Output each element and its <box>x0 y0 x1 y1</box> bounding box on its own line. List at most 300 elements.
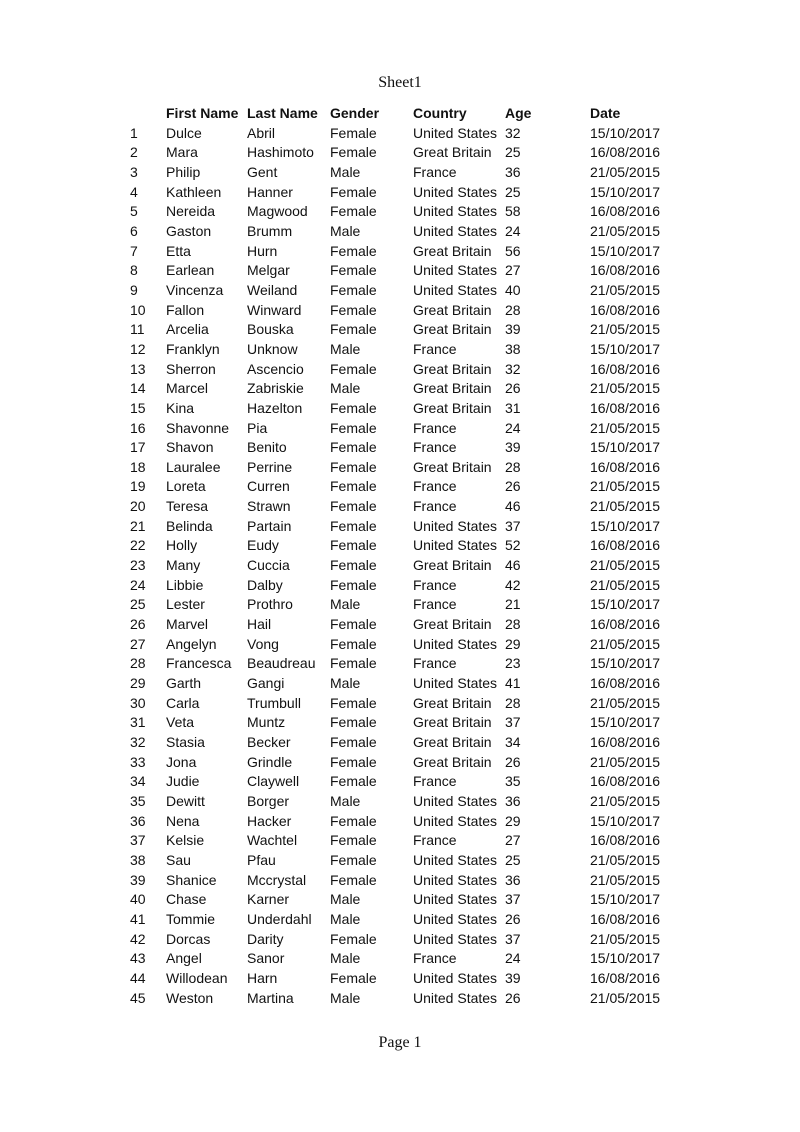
row-number: 28 <box>130 655 146 672</box>
cell-country: United States <box>413 281 498 298</box>
cell-first-name: Libbie <box>166 576 204 593</box>
cell-gender: Female <box>330 871 377 888</box>
cell-first-name: Belinda <box>166 517 213 534</box>
cell-first-name: Nena <box>166 812 200 829</box>
row-number: 45 <box>130 989 146 1006</box>
cell-date: 16/08/2016 <box>590 734 661 750</box>
cell-gender: Female <box>330 242 377 259</box>
cell-date: 15/10/2017 <box>590 242 661 259</box>
cell-age: 25 <box>505 183 521 200</box>
row-number: 20 <box>130 498 146 515</box>
table-row <box>130 772 678 792</box>
table-row <box>130 694 678 714</box>
row-number: 30 <box>130 694 146 711</box>
cell-age: 36 <box>505 163 521 180</box>
cell-date: 16/08/2016 <box>590 910 661 927</box>
cell-gender: Female <box>330 655 377 672</box>
row-number: 40 <box>130 891 146 908</box>
row-number: 21 <box>130 517 146 534</box>
cell-first-name: Fallon <box>166 301 205 318</box>
table-row <box>130 831 678 851</box>
cell-first-name: Carla <box>166 694 200 711</box>
cell-date: 16/08/2016 <box>590 360 661 377</box>
cell-country: Great Britain <box>413 321 492 338</box>
cell-last-name: Underdahl <box>247 910 312 927</box>
cell-last-name: Muntz <box>247 714 286 731</box>
table-row <box>130 261 678 281</box>
cell-country: Great Britain <box>413 360 492 377</box>
cell-country: Great Britain <box>413 694 492 711</box>
col-header-row-number <box>130 104 166 124</box>
cell-first-name: Loreta <box>166 478 206 495</box>
cell-age: 24 <box>505 222 521 239</box>
cell-gender: Male <box>330 380 361 397</box>
cell-date: 21/05/2015 <box>590 419 661 436</box>
cell-country: United States <box>413 910 498 927</box>
table-row <box>130 497 678 517</box>
cell-date: 21/05/2015 <box>590 380 661 397</box>
cell-date: 16/08/2016 <box>590 537 661 554</box>
cell-gender: Female <box>330 321 377 338</box>
cell-gender: Male <box>330 910 361 927</box>
cell-last-name: Karner <box>247 891 290 908</box>
cell-date: 21/05/2015 <box>590 871 661 888</box>
cell-age: 28 <box>505 458 521 475</box>
cell-age: 46 <box>505 557 521 574</box>
cell-first-name: Dulce <box>166 124 202 141</box>
cell-country: United States <box>413 989 498 1006</box>
table-row <box>130 890 678 910</box>
table-row <box>130 595 678 615</box>
cell-date: 15/10/2017 <box>590 812 661 829</box>
table-row <box>130 517 678 537</box>
cell-age: 36 <box>505 792 521 809</box>
cell-first-name: Earlean <box>166 262 215 279</box>
cell-date: 16/08/2016 <box>590 969 661 986</box>
cell-last-name: Darity <box>247 930 284 947</box>
cell-gender: Female <box>330 262 377 279</box>
row-number: 25 <box>130 596 146 613</box>
cell-last-name: Melgar <box>247 262 290 279</box>
cell-first-name: Judie <box>166 773 200 790</box>
row-number: 32 <box>130 734 146 750</box>
cell-last-name: Beaudreau <box>247 655 316 672</box>
row-number: 24 <box>130 576 146 593</box>
row-number: 14 <box>130 380 146 397</box>
table-row <box>130 733 678 753</box>
cell-first-name: Philip <box>166 163 201 180</box>
cell-country: France <box>413 950 457 967</box>
cell-gender: Male <box>330 222 361 239</box>
cell-country: United States <box>413 124 498 141</box>
table-row <box>130 320 678 340</box>
table-row <box>130 713 678 733</box>
cell-country: France <box>413 478 457 495</box>
cell-last-name: Hanner <box>247 183 293 200</box>
cell-age: 40 <box>505 281 521 298</box>
table-row <box>130 654 678 674</box>
table-row <box>130 163 678 183</box>
cell-gender: Female <box>330 635 377 652</box>
cell-last-name: Wachtel <box>247 832 298 849</box>
row-number: 3 <box>130 163 138 180</box>
cell-age: 46 <box>505 498 521 515</box>
cell-age: 39 <box>505 321 521 338</box>
row-number: 2 <box>130 144 138 161</box>
cell-date: 15/10/2017 <box>590 596 661 613</box>
cell-country: United States <box>413 792 498 809</box>
table-row <box>130 143 678 163</box>
row-number: 31 <box>130 714 146 731</box>
cell-gender: Female <box>330 183 377 200</box>
cell-age: 27 <box>505 832 521 849</box>
table-row <box>130 635 678 655</box>
table-row <box>130 753 678 773</box>
row-number: 33 <box>130 753 146 770</box>
cell-country: France <box>413 419 457 436</box>
cell-age: 23 <box>505 655 521 672</box>
cell-age: 39 <box>505 969 521 986</box>
cell-country: United States <box>413 871 498 888</box>
cell-last-name: Grindle <box>247 753 293 770</box>
cell-age: 29 <box>505 635 521 652</box>
cell-country: United States <box>413 203 498 220</box>
cell-last-name: Winward <box>247 301 302 318</box>
cell-age: 56 <box>505 242 521 259</box>
cell-gender: Female <box>330 930 377 947</box>
table-row <box>130 202 678 222</box>
cell-age: 32 <box>505 124 521 141</box>
cell-age: 26 <box>505 989 521 1006</box>
cell-age: 29 <box>505 812 521 829</box>
cell-last-name: Partain <box>247 517 292 534</box>
cell-first-name: Sherron <box>166 360 216 377</box>
cell-gender: Female <box>330 616 377 633</box>
row-number: 37 <box>130 832 146 849</box>
col-header-first-name: First Name <box>166 105 239 121</box>
cell-first-name: Angel <box>166 950 202 967</box>
cell-last-name: Trumbull <box>247 694 301 711</box>
cell-first-name: Kathleen <box>166 183 222 200</box>
cell-last-name: Borger <box>247 792 290 809</box>
cell-age: 26 <box>505 380 521 397</box>
cell-date: 21/05/2015 <box>590 635 661 652</box>
cell-last-name: Prothro <box>247 596 293 613</box>
row-number: 12 <box>130 340 146 357</box>
cell-date: 21/05/2015 <box>590 792 661 809</box>
cell-gender: Female <box>330 399 377 416</box>
cell-last-name: Hurn <box>247 242 278 259</box>
cell-first-name: Francesca <box>166 655 232 672</box>
row-number: 13 <box>130 360 146 377</box>
cell-date: 16/08/2016 <box>590 144 661 161</box>
cell-first-name: Kelsie <box>166 832 205 849</box>
col-header-last-name: Last Name <box>247 105 318 121</box>
cell-gender: Female <box>330 203 377 220</box>
cell-age: 28 <box>505 694 521 711</box>
table-row <box>130 477 678 497</box>
cell-date: 21/05/2015 <box>590 557 661 574</box>
cell-date: 16/08/2016 <box>590 832 661 849</box>
table-row <box>130 930 678 950</box>
table-row <box>130 871 678 891</box>
cell-country: United States <box>413 675 498 692</box>
cell-date: 21/05/2015 <box>590 498 661 515</box>
cell-first-name: Dewitt <box>166 792 205 809</box>
cell-country: Great Britain <box>413 144 492 161</box>
row-number: 29 <box>130 675 146 692</box>
cell-age: 24 <box>505 419 521 436</box>
table-row <box>130 281 678 301</box>
row-number: 39 <box>130 871 146 888</box>
cell-first-name: Etta <box>166 242 191 259</box>
cell-country: Great Britain <box>413 399 492 416</box>
cell-first-name: Garth <box>166 675 202 692</box>
cell-gender: Female <box>330 576 377 593</box>
cell-last-name: Curren <box>247 478 290 495</box>
cell-gender: Male <box>330 891 361 908</box>
table-row <box>130 183 678 203</box>
table-row <box>130 812 678 832</box>
cell-date: 16/08/2016 <box>590 675 661 692</box>
cell-age: 32 <box>505 360 521 377</box>
cell-age: 25 <box>505 851 521 868</box>
cell-gender: Female <box>330 851 377 868</box>
cell-gender: Female <box>330 360 377 377</box>
cell-first-name: Marcel <box>166 380 209 397</box>
row-number: 17 <box>130 439 146 456</box>
cell-gender: Female <box>330 969 377 986</box>
cell-last-name: Magwood <box>247 203 308 220</box>
cell-date: 16/08/2016 <box>590 262 661 279</box>
cell-country: Great Britain <box>413 734 492 750</box>
cell-gender: Female <box>330 144 377 161</box>
cell-gender: Female <box>330 124 377 141</box>
cell-date: 21/05/2015 <box>590 930 661 947</box>
row-number: 22 <box>130 537 146 554</box>
cell-date: 15/10/2017 <box>590 124 661 141</box>
cell-country: Great Britain <box>413 616 492 633</box>
cell-date: 21/05/2015 <box>590 478 661 495</box>
cell-country: Great Britain <box>413 380 492 397</box>
cell-first-name: Franklyn <box>166 340 220 357</box>
cell-date: 21/05/2015 <box>590 694 661 711</box>
cell-country: France <box>413 773 457 790</box>
cell-last-name: Strawn <box>247 498 291 515</box>
cell-last-name: Mccrystal <box>247 871 307 888</box>
row-number: 10 <box>130 301 146 318</box>
cell-gender: Male <box>330 675 361 692</box>
cell-last-name: Hacker <box>247 812 292 829</box>
cell-gender: Female <box>330 458 377 475</box>
cell-age: 37 <box>505 517 521 534</box>
cell-country: Great Britain <box>413 458 492 475</box>
cell-first-name: Holly <box>166 537 198 554</box>
cell-last-name: Hashimoto <box>247 144 314 161</box>
cell-last-name: Cuccia <box>247 557 290 574</box>
cell-last-name: Pia <box>247 419 268 436</box>
cell-age: 24 <box>505 950 521 967</box>
cell-last-name: Benito <box>247 439 287 456</box>
cell-last-name: Zabriskie <box>247 380 304 397</box>
cell-date: 15/10/2017 <box>590 439 661 456</box>
row-number: 11 <box>130 321 145 338</box>
table-row <box>130 949 678 969</box>
table-row <box>130 576 678 596</box>
col-header-date: Date <box>590 105 621 121</box>
table-row <box>130 222 678 242</box>
table-row <box>130 360 678 380</box>
cell-date: 15/10/2017 <box>590 655 661 672</box>
cell-last-name: Weiland <box>247 281 298 298</box>
cell-age: 35 <box>505 773 521 790</box>
row-number: 26 <box>130 616 146 633</box>
cell-first-name: Nereida <box>166 203 216 220</box>
cell-country: United States <box>413 635 498 652</box>
cell-age: 38 <box>505 340 521 357</box>
table-row <box>130 536 678 556</box>
row-number: 9 <box>130 281 138 298</box>
cell-last-name: Sanor <box>247 950 285 967</box>
row-number: 27 <box>130 635 146 652</box>
cell-date: 15/10/2017 <box>590 517 661 534</box>
cell-age: 27 <box>505 262 521 279</box>
row-number: 1 <box>130 124 138 141</box>
cell-gender: Female <box>330 537 377 554</box>
cell-gender: Female <box>330 301 377 318</box>
cell-first-name: Chase <box>166 891 207 908</box>
cell-age: 28 <box>505 301 521 318</box>
table-row <box>130 379 678 399</box>
cell-date: 15/10/2017 <box>590 714 661 731</box>
cell-country: Great Britain <box>413 714 492 731</box>
cell-country: United States <box>413 969 498 986</box>
cell-age: 26 <box>505 753 521 770</box>
cell-gender: Male <box>330 989 361 1006</box>
cell-first-name: Jona <box>166 753 197 770</box>
cell-gender: Female <box>330 734 377 750</box>
cell-age: 25 <box>505 144 521 161</box>
cell-gender: Female <box>330 714 377 731</box>
col-header-country: Country <box>413 105 467 121</box>
cell-country: United States <box>413 262 498 279</box>
sheet-title: Sheet1 <box>378 74 422 91</box>
cell-first-name: Arcelia <box>166 321 209 338</box>
cell-date: 16/08/2016 <box>590 399 661 416</box>
row-number: 15 <box>130 399 146 416</box>
cell-date: 21/05/2015 <box>590 851 661 868</box>
cell-age: 58 <box>505 203 521 220</box>
cell-country: France <box>413 498 457 515</box>
cell-date: 15/10/2017 <box>590 340 661 357</box>
cell-gender: Female <box>330 753 377 770</box>
cell-country: United States <box>413 517 498 534</box>
cell-country: France <box>413 439 457 456</box>
cell-date: 15/10/2017 <box>590 183 661 200</box>
cell-first-name: Shavonne <box>166 419 230 436</box>
table-row <box>130 399 678 419</box>
row-number: 44 <box>130 969 146 986</box>
table-row <box>130 124 678 144</box>
cell-age: 26 <box>505 478 521 495</box>
cell-country: France <box>413 596 457 613</box>
cell-first-name: Lauralee <box>166 458 221 475</box>
table-row <box>130 851 678 871</box>
cell-age: 36 <box>505 871 521 888</box>
cell-last-name: Ascencio <box>247 360 304 377</box>
cell-first-name: Teresa <box>166 498 209 515</box>
row-number: 36 <box>130 812 146 829</box>
cell-country: Great Britain <box>413 301 492 318</box>
cell-first-name: Gaston <box>166 222 212 239</box>
cell-last-name: Claywell <box>247 773 300 790</box>
cell-last-name: Unknow <box>247 340 298 357</box>
cell-last-name: Perrine <box>247 458 293 475</box>
cell-first-name: Vincenza <box>166 281 224 298</box>
cell-first-name: Weston <box>166 989 214 1006</box>
cell-age: 39 <box>505 439 521 456</box>
cell-country: Great Britain <box>413 753 492 770</box>
table-row <box>130 674 678 694</box>
cell-country: Great Britain <box>413 557 492 574</box>
row-number: 23 <box>130 557 146 574</box>
cell-first-name: Tommie <box>166 910 216 927</box>
cell-first-name: Veta <box>166 714 195 731</box>
col-header-age: Age <box>505 105 532 121</box>
cell-country: United States <box>413 537 498 554</box>
table-row <box>130 615 678 635</box>
cell-country: France <box>413 832 457 849</box>
cell-country: Great Britain <box>413 242 492 259</box>
table-row <box>130 419 678 439</box>
row-number: 4 <box>130 183 138 200</box>
row-number: 42 <box>130 930 146 947</box>
cell-date: 15/10/2017 <box>590 891 661 908</box>
cell-age: 41 <box>505 675 521 692</box>
cell-country: France <box>413 340 457 357</box>
cell-age: 31 <box>505 399 521 416</box>
cell-gender: Male <box>330 950 361 967</box>
cell-first-name: Willodean <box>166 969 228 986</box>
cell-date: 16/08/2016 <box>590 203 661 220</box>
cell-age: 37 <box>505 714 521 731</box>
cell-last-name: Becker <box>247 734 291 750</box>
cell-last-name: Eudy <box>247 537 279 554</box>
table-row <box>130 910 678 930</box>
row-number: 6 <box>130 222 138 239</box>
cell-gender: Male <box>330 596 361 613</box>
cell-gender: Female <box>330 439 377 456</box>
cell-date: 15/10/2017 <box>590 950 661 967</box>
cell-last-name: Gent <box>247 163 278 180</box>
cell-first-name: Stasia <box>166 734 205 750</box>
cell-first-name: Kina <box>166 399 195 416</box>
cell-country: United States <box>413 183 498 200</box>
cell-gender: Female <box>330 773 377 790</box>
cell-date: 21/05/2015 <box>590 576 661 593</box>
cell-gender: Female <box>330 498 377 515</box>
cell-last-name: Abril <box>247 124 276 141</box>
cell-country: United States <box>413 222 498 239</box>
row-number: 7 <box>130 242 138 259</box>
table-row <box>130 301 678 321</box>
table-row <box>130 458 678 478</box>
row-number: 43 <box>130 950 146 967</box>
cell-first-name: Angelyn <box>166 635 217 652</box>
cell-age: 42 <box>505 576 521 593</box>
row-number: 18 <box>130 458 146 475</box>
row-number: 19 <box>130 478 146 495</box>
